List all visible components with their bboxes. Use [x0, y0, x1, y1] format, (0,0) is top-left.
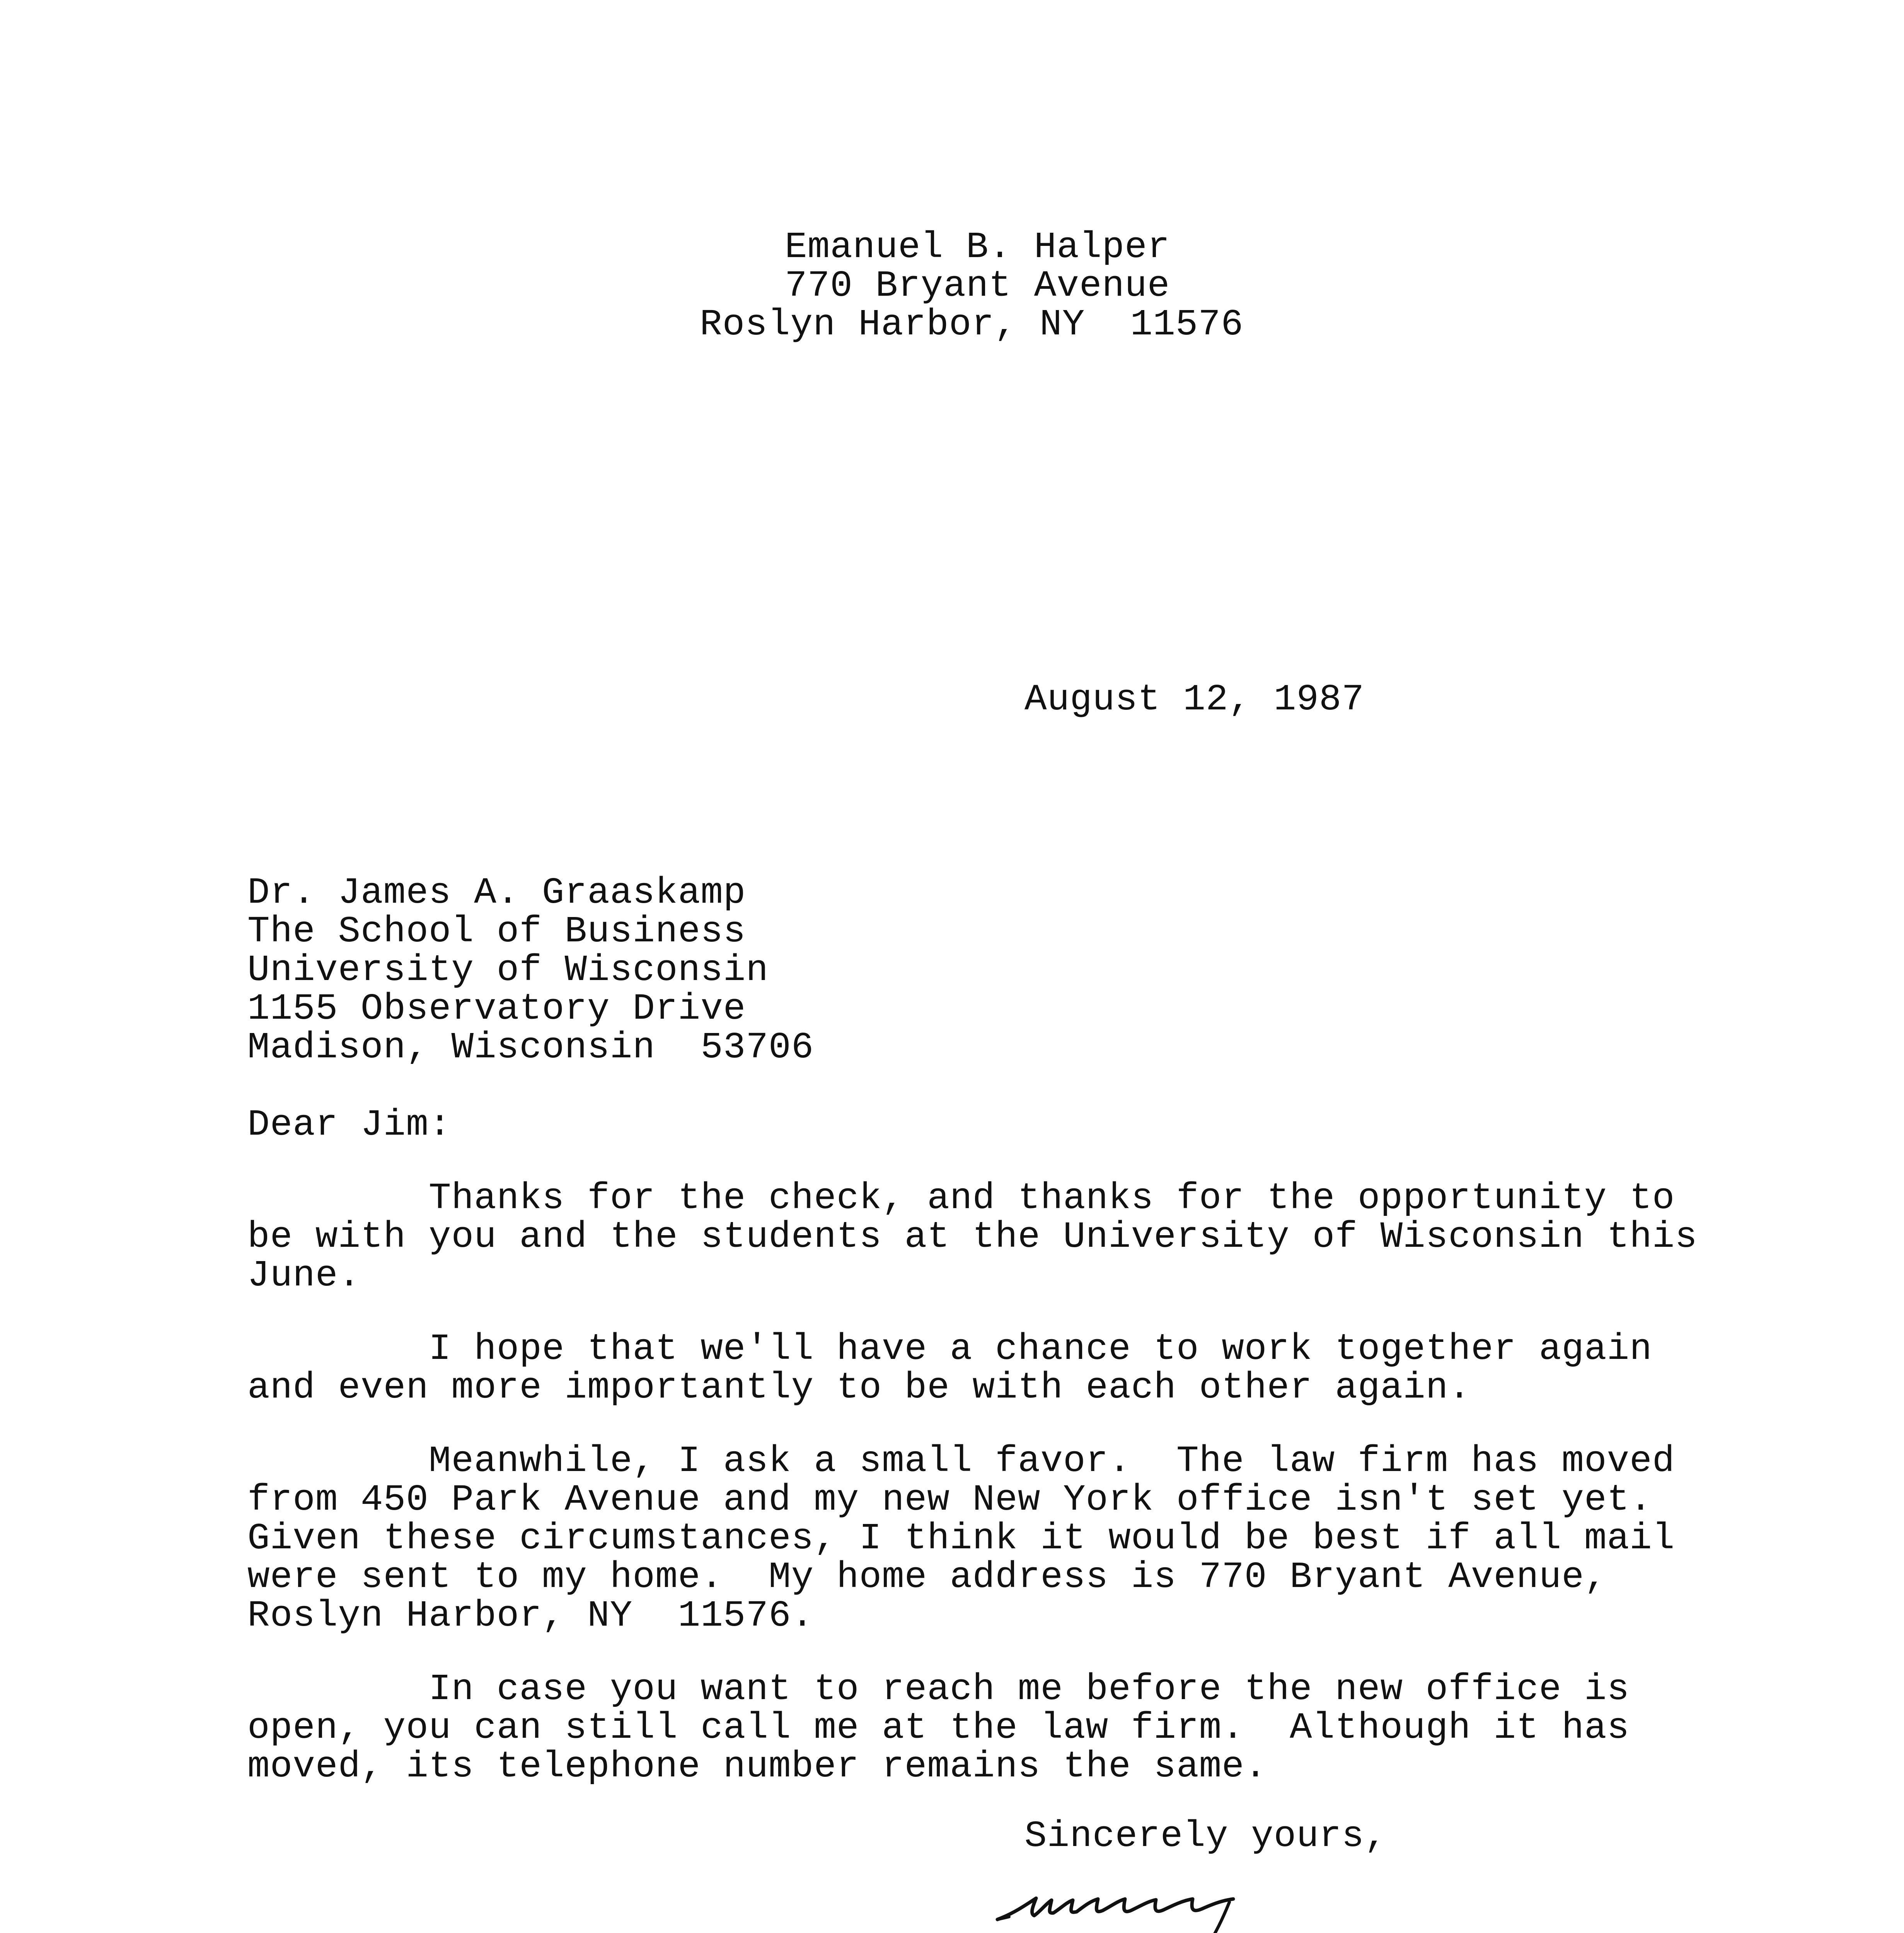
body-line: Roslyn Harbor, NY 11576. — [247, 1595, 814, 1637]
handwritten-signature — [990, 1852, 1376, 1933]
body-line: Meanwhile, I ask a small favor. The law firm has moved — [247, 1440, 1675, 1482]
sender-street: 770 Bryant Avenue — [785, 265, 1170, 307]
sender-name: Emanuel B. Halper — [785, 226, 1170, 268]
body-line: from 450 Park Avenue and my new New York office isn't set yet. — [247, 1479, 1652, 1521]
body-line: be with you and the students at the University of Wisconsin this — [247, 1216, 1698, 1258]
body-line: were sent to my home. My home address is 770 Bryant Avenue, — [247, 1556, 1607, 1598]
body-line: open, you can still call me at the law firm. Although it has — [247, 1707, 1630, 1749]
body-line: moved, its telephone number remains the same. — [247, 1745, 1267, 1788]
body-line: I hope that we'll have a chance to work together again — [247, 1328, 1652, 1370]
closing: Sincerely yours, — [1024, 1815, 1387, 1857]
recipient-city: Madison, Wisconsin 53706 — [247, 1026, 814, 1069]
letter-date: August 12, 1987 — [1024, 678, 1365, 721]
recipient-street: 1155 Observatory Drive — [247, 988, 746, 1030]
body-line: and even more importantly to be with each other again. — [247, 1367, 1471, 1409]
recipient-org: University of Wisconsin — [247, 949, 769, 991]
recipient-dept: The School of Business — [247, 910, 746, 953]
body-line: Thanks for the check, and thanks for the opportunity to — [247, 1177, 1675, 1219]
salutation: Dear Jim: — [247, 1104, 452, 1146]
body-line: June. — [247, 1255, 361, 1297]
body-line: Given these circumstances, I think it would be best if all mail — [247, 1517, 1675, 1560]
recipient-name: Dr. James A. Graaskamp — [247, 872, 746, 914]
body-line: In case you want to reach me before the new office is — [247, 1668, 1630, 1710]
sender-city: Roslyn Harbor, NY 11576 — [700, 303, 1244, 346]
